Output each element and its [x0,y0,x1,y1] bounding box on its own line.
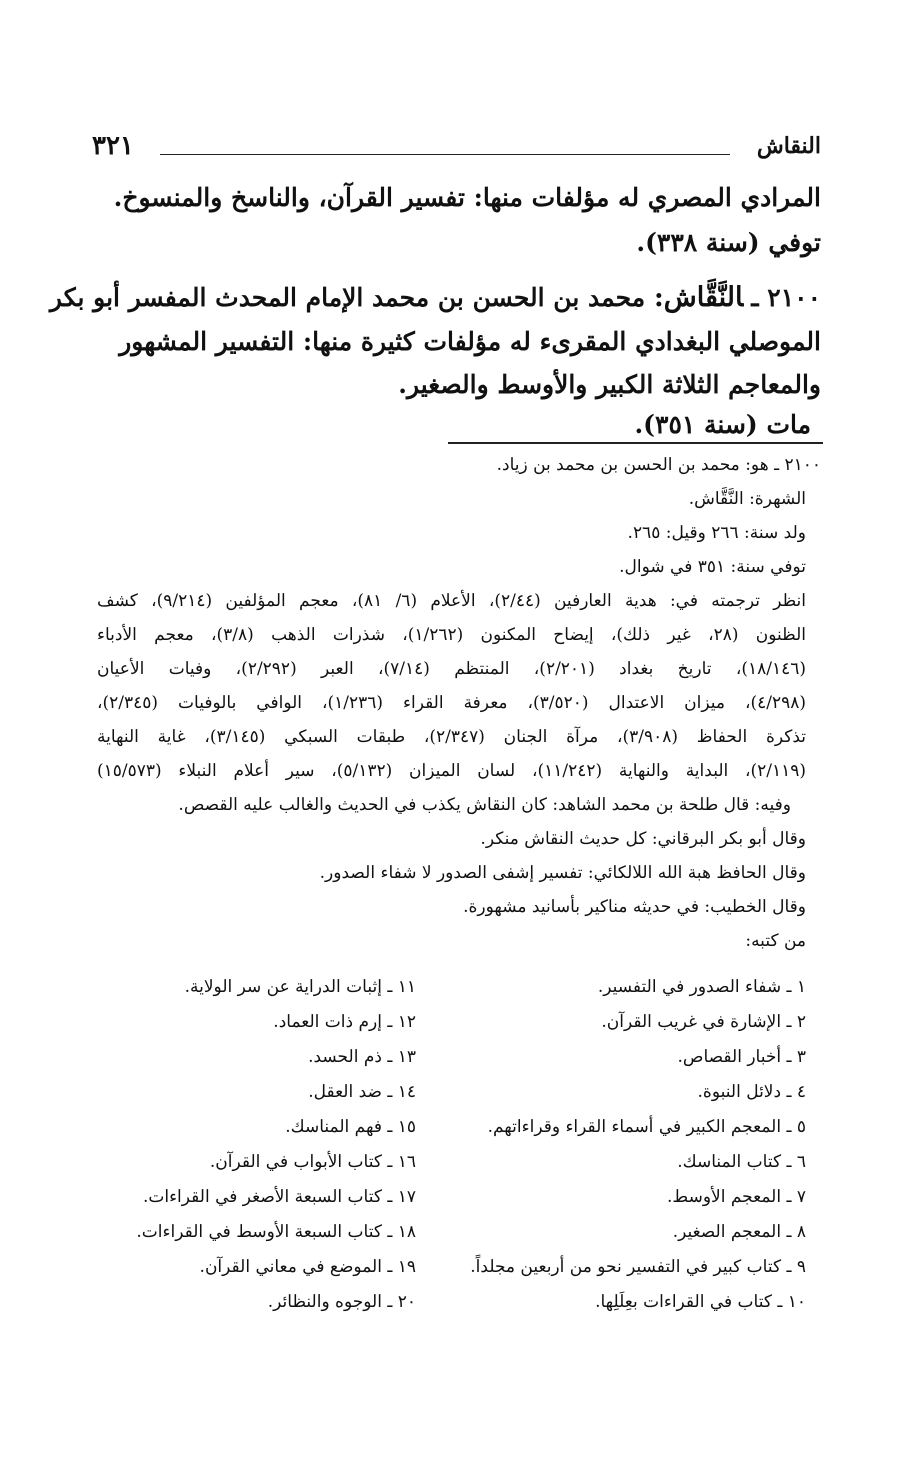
list-item: ٢٠ ـ الوجوه والنظائر. [267,1292,416,1312]
entry-title: النَّقَّاش: [653,282,744,313]
list-item: ٢ ـ الإشارة في غريب القرآن. [601,1012,806,1032]
footnote-line-5: انظر ترجمته في: هدية العارفين (٢/٤٤)، الأعلام (٦/ ٨١)، معجم المؤلفين (٩/٢١٤)، كشف [97,591,806,611]
books-list-left [86,970,416,1320]
header-rule [160,154,730,155]
list-item: ١٧ ـ كتاب السبعة الأصغر في القراءات. [142,1187,416,1207]
continuation-line-2: توفي (سنة ٣٣٨). [636,228,821,257]
footnote-line-11: وفيه: قال طلحة بن محمد الشاهد: كان النقاش يكذب في الحديث والغالب عليه القصص. [178,795,791,815]
footnote-line-13: وقال الحافظ هبة الله اللالكائي: تفسير إشفى الصدور لا شفاء الصدور. [319,863,806,883]
footnote-line-6: الظنون (٢٨، غير ذلك)، إيضاح المكنون (١/٢٦٢)، شذرات الذهب (٣/٨)، معجم الأدباء [97,625,806,645]
list-item: ١٩ ـ الموضع في معاني القرآن. [199,1257,416,1277]
list-item: ١ ـ شفاء الصدور في التفسير. [597,977,806,997]
continuation-line-1: المرادي المصري له مؤلفات منها: تفسير القرآن، والناسخ والمنسوخ. [113,183,821,212]
list-item: ١٢ ـ إرم ذات العماد. [273,1012,416,1032]
footnote-line-14: وقال الخطيب: في حديثه مناكير بأسانيد مشهورة. [463,897,806,917]
list-item: ٤ ـ دلائل النبوة. [697,1082,806,1102]
footnote-line-8: (٤/٢٩٨)، ميزان الاعتدال (٣/٥٢٠)، معرفة القراء (١/٢٣٦)، الوافي بالوفيات (٢/٣٤٥)، [97,693,806,713]
footnote-line-10: (٢/١١٩)، البداية والنهاية (١١/٢٤٢)، لسان الميزان (٥/١٣٢)، سير أعلام النبلاء (١٥/٥٧٣) [97,761,806,781]
entry-line-3: والمعاجم الثلاثة الكبير والأوسط والصغير. [398,370,821,399]
list-item: ٥ ـ المعجم الكبير في أسماء القراء وقراءاتهم. [487,1117,806,1137]
footnote-line-7: (١٨/١٤٦)، تاريخ بغداد (٢/٢٠١)، المنتظم (٧/١٤)، العبر (٢/٢٩٢)، وفيات الأعيان [97,659,806,679]
list-item: ١٥ ـ فهم المناسك. [285,1117,416,1137]
footnote-line-9: تذكرة الحفاظ (٣/٩٠٨)، مرآة الجنان (٢/٣٤٧)، طبقات السبكي (٣/١٤٥)، غاية النهاية [97,727,806,747]
footnote-line-1: ٢١٠٠ ـ هو: محمد بن الحسن بن محمد بن زياد. [496,455,821,475]
list-item: ١٤ ـ ضد العقل. [308,1082,416,1102]
list-item: ١٣ ـ ذم الحسد. [308,1047,416,1067]
entry-heading-line [50,282,821,313]
books-list-right [446,970,806,1320]
list-item: ٨ ـ المعجم الصغير. [672,1222,806,1242]
footnote-separator [448,442,823,444]
list-item: ١٨ ـ كتاب السبعة الأوسط في القراءات. [136,1222,416,1242]
list-item: ١٦ ـ كتاب الأبواب في القرآن. [209,1152,416,1172]
footnote-line-3: ولد سنة: ٢٦٦ وقيل: ٢٦٥. [627,523,806,543]
footnote-line-2: الشهرة: النَّقَّاش. [688,489,806,509]
list-item: ١٠ ـ كتاب في القراءات بعِلَلِها. [595,1292,806,1312]
list-item: ٣ ـ أخبار القصاص. [677,1047,806,1067]
list-item: ٩ ـ كتاب كبير في التفسير نحو من أربعين مجلداً. [470,1257,806,1277]
list-item: ١١ ـ إثبات الدراية عن سر الولاية. [184,977,416,997]
list-item: ٧ ـ المعجم الأوسط. [667,1187,806,1207]
footnote-line-4: توفي سنة: ٣٥١ في شوال. [619,557,806,577]
footnote-line-12: وقال أبو بكر البرقاني: كل حديث النقاش منكر. [480,829,806,849]
entry-line-2: الموصلي البغدادي المقرىء له مؤلفات كثيرة منها: التفسير المشهور [119,327,821,356]
list-item: ٦ ـ كتاب المناسك. [677,1152,806,1172]
page-number: ٣٢١ [92,131,134,161]
entry-line-1-text: محمد بن الحسن بن محمد الإمام المحدث المفسر أبو بكر [49,283,646,312]
footnote-line-15: من كتبه: [745,931,806,951]
running-title: النقاش [756,133,821,159]
entry-death: مات (سنة ٣٥١). [634,410,811,439]
entry-number: ٢١٠٠ ـ [751,283,821,312]
